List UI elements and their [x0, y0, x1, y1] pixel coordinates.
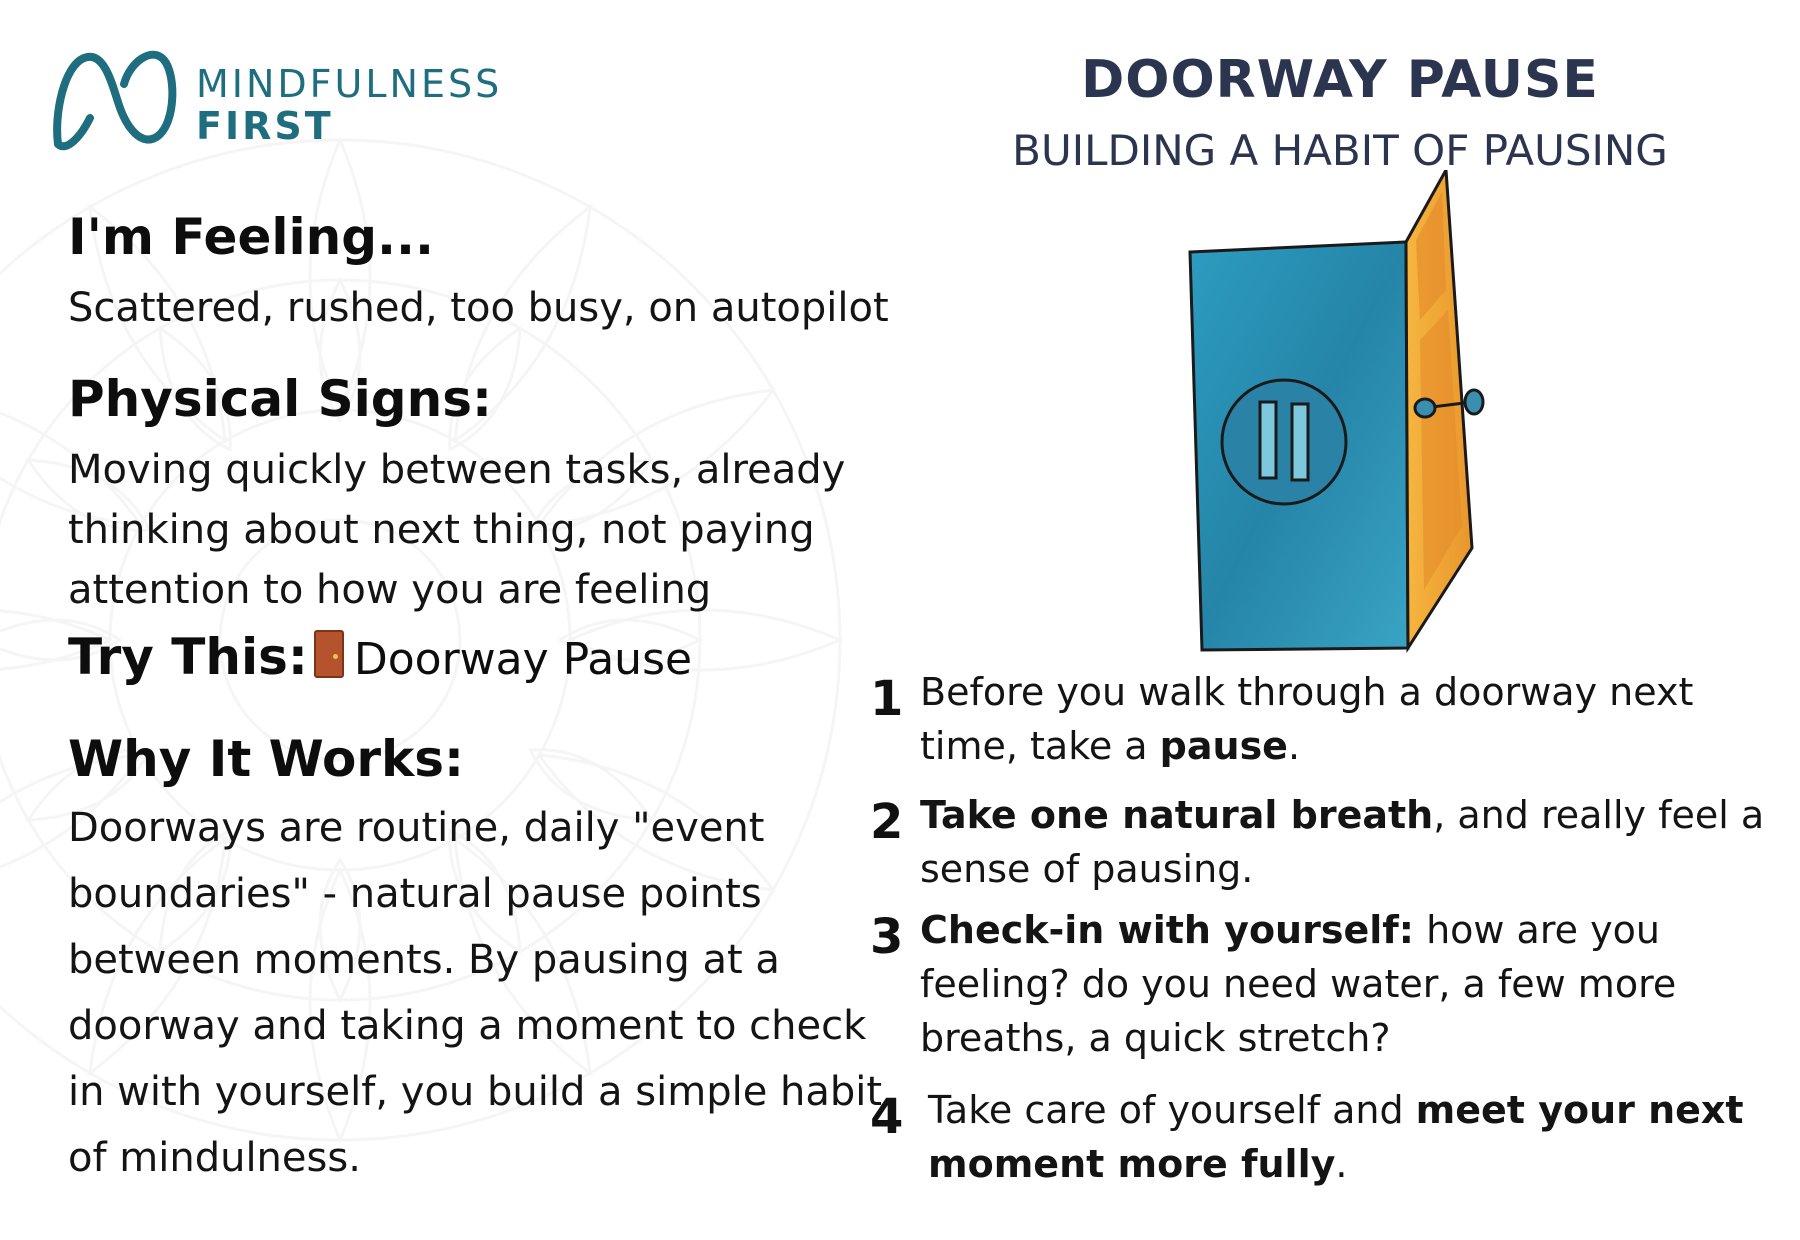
step-item	[870, 788, 1790, 896]
why-it-works-text: Doorways are routine, daily "event boundaries" - natural pause points between moments. By pausing at a doorway and taking a moment to check in with yourself, you build a simple habit of mindulness.	[68, 805, 883, 1181]
step-text-part: .	[1287, 724, 1301, 768]
step-text-bold: pause	[1159, 724, 1288, 768]
step-number: 2	[870, 794, 904, 850]
try-this-line	[68, 628, 692, 686]
step-text-bold: Take one natural breath	[920, 793, 1434, 837]
step-text	[920, 903, 1790, 1065]
step-number: 4	[870, 1089, 904, 1145]
door-illustration	[1180, 170, 1520, 660]
try-this-value: Doorway Pause	[353, 634, 693, 685]
step-text-part: Take care of yourself and	[928, 1088, 1416, 1132]
feeling-heading: I'm Feeling...	[68, 208, 435, 266]
page-subtitle: BUILDING A HABIT OF PAUSING	[1012, 126, 1668, 175]
step-item	[870, 903, 1790, 1065]
brand-name-second: FIRST	[196, 104, 334, 148]
infinity-logo-icon	[46, 44, 186, 164]
physical-signs-heading: Physical Signs:	[68, 370, 492, 428]
step-number: 3	[870, 909, 904, 965]
physical-signs-text: Moving quickly between tasks, already thinking about next thing, not paying attention to how you are feeling	[68, 447, 846, 613]
step-item	[870, 1083, 1790, 1191]
brand-logo	[46, 44, 606, 164]
step-text	[920, 665, 1790, 773]
step-text	[928, 1083, 1790, 1191]
step-text-bold: Check-in with yourself:	[920, 908, 1414, 952]
step-text-bold: meet your next moment more fully	[928, 1088, 1744, 1186]
step-text-part: Before you walk through a doorway next time, take a	[920, 670, 1694, 768]
feeling-text: Scattered, rushed, too busy, on autopilot	[68, 285, 889, 331]
step-text-part: , and really feel a sense of pausing.	[920, 793, 1765, 891]
try-this-label: Try This:	[68, 628, 308, 686]
step-text	[920, 788, 1790, 896]
step-number: 1	[870, 671, 904, 727]
brand-name: MINDFULNESS	[196, 62, 503, 106]
step-text-part: .	[1335, 1142, 1348, 1186]
page-title: DOORWAY PAUSE	[1081, 50, 1599, 110]
why-it-works-heading: Why It Works:	[68, 730, 465, 788]
step-item	[870, 665, 1790, 773]
door-icon	[314, 630, 344, 678]
step-text-part: how are you feeling? do you need water, a few more breaths, a quick stretch?	[920, 908, 1677, 1060]
